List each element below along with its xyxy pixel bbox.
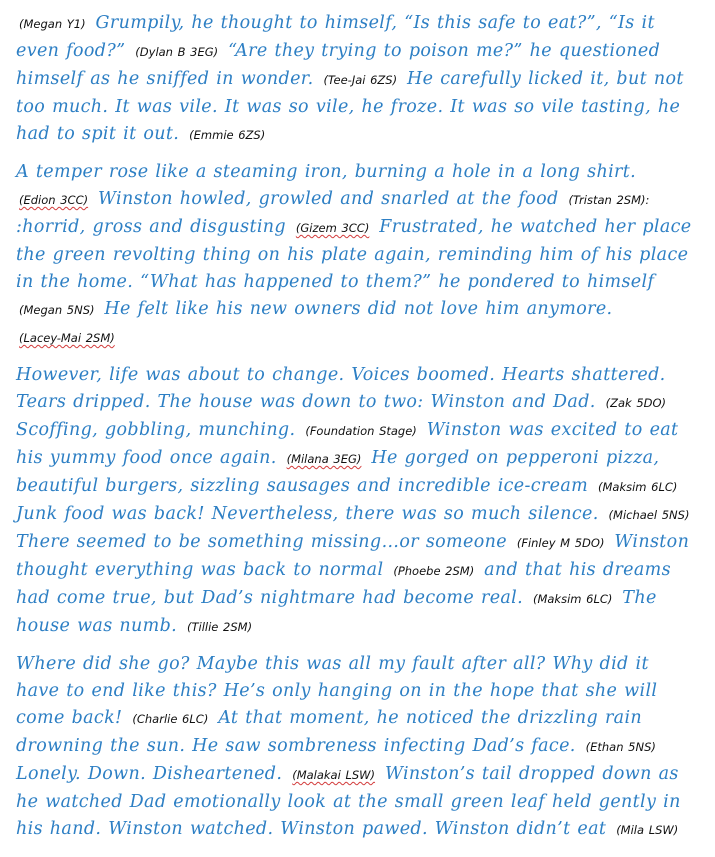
story-text: However, life was about to change. Voices boomed. Hearts shattered. Tears dripped. The house was down to two: Winston and Dad. (16, 365, 666, 412)
story-paragraph (16, 159, 693, 352)
story-paragraph (16, 362, 693, 641)
story-paragraph (16, 651, 693, 844)
story-text: Winston thought everything was back to normal (16, 532, 690, 580)
contributor-attribution: (Finley M 5DO) (516, 536, 605, 550)
contributor-attribution: (Ethan 5NS) (585, 740, 656, 754)
contributor-attribution: (Maksim 6LC) (532, 592, 613, 606)
contributor-attribution: (Tillie 2SM) (187, 620, 253, 634)
story-text: Where did she go? Maybe this was all my fault after all? Why did it have to end like this? He’s only hanging on in the hope that she will come back! (16, 654, 658, 728)
story-text: Winston’s tail dropped down as he watched Dad emotionally look at the small green leaf held gently in his hand. Winston watched. Winston pawed. Winston didn’t eat (16, 764, 681, 839)
contributor-attribution: (Edion 3CC) (19, 193, 89, 207)
story-text: He felt like his new owners did not love him anymore. (104, 299, 613, 319)
contributor-attribution: (Maksim 6LC) (598, 480, 678, 494)
story-text: Grumpily, he thought to himself, “Is this safe to eat?”, “Is it even food?” (16, 13, 655, 61)
contributor-attribution: (Megan 5NS) (19, 303, 95, 317)
story-text: He gorged on pepperoni pizza, beautiful burgers, sizzling sausages and incredible ice-cream (16, 448, 660, 496)
contributor-attribution: (Zak 5DO) (605, 396, 667, 410)
contributor-attribution: (Malakai LSW) (292, 768, 376, 782)
contributor-attribution: (Foundation Stage) (305, 424, 417, 438)
contributor-attribution: (Michael 5NS) (608, 508, 690, 522)
story-text: At that moment, he noticed the drizzling rain drowning the sun. He saw sombreness infecting Dad’s face. (16, 708, 643, 756)
story-text: Winston howled, growled and snarled at the food (98, 189, 559, 209)
story-text: There seemed to be something missing…or someone (16, 532, 507, 552)
story-paragraph (16, 10, 693, 149)
story-text: “Are they trying to poison me?” he questioned himself as he sniffed in wonder. (16, 41, 661, 89)
contributor-attribution: (Lacey-Mai 2SM) (19, 331, 115, 345)
story-text: and that his dreams had come true, but Dad’s nightmare had become real. (16, 560, 671, 608)
contributor-attribution: (Tee-Jai 6ZS) (323, 73, 398, 87)
story-text: Junk food was back! Nevertheless, there was so much silence. (16, 504, 599, 524)
contributor-attribution: (Milana 3EG) (286, 452, 362, 466)
contributor-attribution: (Emmie 6ZS) (189, 128, 266, 142)
story-text: Frustrated, he watched her place the green revolting thing on his plate again, reminding him of his place in the home. “What has happened to them?” he pondered to himself (16, 217, 692, 292)
contributor-attribution: (Mila LSW) (616, 823, 679, 837)
contributor-attribution: (Megan Y1) (19, 17, 86, 31)
story-text: He carefully licked it, but not too much. It was vile. It was so vile, he froze. It was so vile tasting, he had to spit it out. (16, 69, 684, 144)
story-text: A temper rose like a steaming iron, burning a hole in a long shirt. (16, 162, 637, 182)
contributor-attribution: (Tristan 2SM): (568, 193, 650, 207)
story-text: Scoffing, gobbling, munching. (16, 420, 296, 440)
story-text: :horrid, gross and disgusting (16, 217, 286, 237)
contributor-attribution: (Phoebe 2SM) (393, 564, 475, 578)
contributor-attribution: (Dylan B 3EG) (135, 45, 219, 59)
contributor-attribution: (Gizem 3CC) (295, 221, 370, 235)
story-text: Lonely. Down. Disheartened. (16, 764, 283, 784)
story-text: The house was numb. (16, 588, 657, 636)
contributor-attribution: (Charlie 6LC) (132, 712, 209, 726)
story-text: Winston was excited to eat his yummy food once again. (16, 420, 679, 468)
